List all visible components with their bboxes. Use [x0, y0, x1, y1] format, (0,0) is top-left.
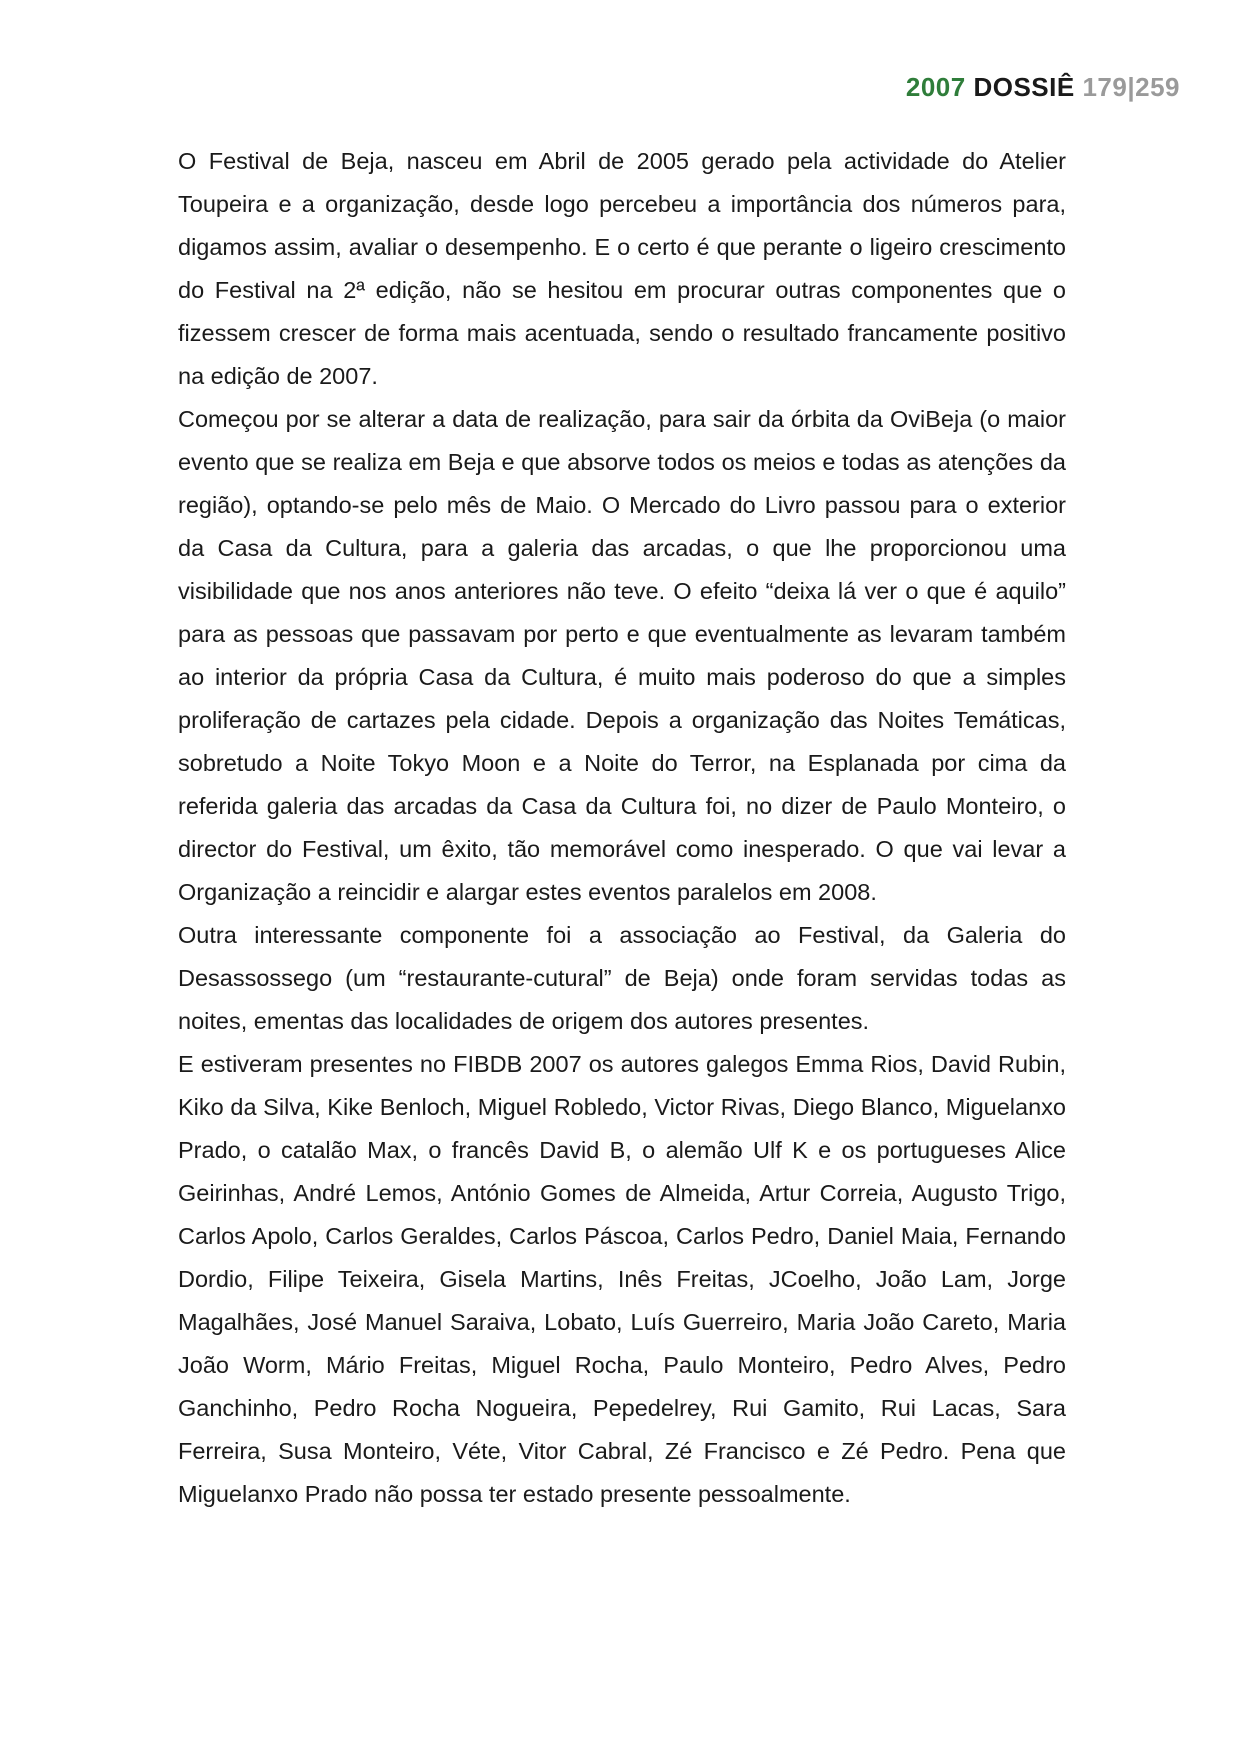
header-page-number: 179|259: [1082, 72, 1180, 102]
page-header: [906, 72, 1180, 103]
document-body: [178, 140, 1066, 1516]
header-year: 2007: [905, 72, 966, 102]
paragraph-4: E estiveram presentes no FIBDB 2007 os autores galegos Emma Rios, David Rubin, Kiko da Silva, Kike Benloch, Miguel Robledo, Victor Rivas, Diego Blanco, Miguelanxo Prado, o catalão Max, o francês David B, o alemão Ulf K e os portugueses Alice Geirinhas, André Lemos, António Gomes de Almeida, Artur Correia, Augusto Trigo, Carlos Apolo, Carlos Geraldes, Carlos Páscoa, Carlos Pedro, Daniel Maia, Fernando Dordio, Filipe Teixeira, Gisela Martins, Inês Freitas, JCoelho, João Lam, Jorge Magalhães, José Manuel Saraiva, Lobato, Luís Guerreiro, Maria João Careto, Maria João Worm, Mário Freitas, Miguel Rocha, Paulo Monteiro, Pedro Alves, Pedro Ganchinho, Pedro Rocha Nogueira, Pepedelrey, Rui Gamito, Rui Lacas, Sara Ferreira, Susa Monteiro, Véte, Vitor Cabral, Zé Francisco e Zé Pedro. Pena que Miguelanxo Prado não possa ter estado presente pessoalmente.: [178, 1051, 1066, 1507]
header-title: DOSSIÊ: [973, 72, 1075, 102]
paragraph-3: Outra interessante componente foi a associação ao Festival, da Galeria do Desassossego (um “restaurante-cutural” de Beja) onde foram servidas todas as noites, ementas das localidades de origem dos autores presentes.: [178, 922, 1066, 1034]
paragraph-1: O Festival de Beja, nasceu em Abril de 2005 gerado pela actividade do Atelier Toupeira e a organização, desde logo percebeu a importância dos números para, digamos assim, avaliar o desempenho. E o certo é que perante o ligeiro crescimento do Festival na 2ª edição, não se hesitou em procurar outras componentes que o fizessem crescer de forma mais acentuada, sendo o resultado francamente positivo na edição de 2007.: [178, 148, 1066, 389]
paragraph-2: Começou por se alterar a data de realização, para sair da órbita da OviBeja (o maior evento que se realiza em Beja e que absorve todos os meios e todas as atenções da região), optando-se pelo mês de Maio. O Mercado do Livro passou para o exterior da Casa da Cultura, para a galeria das arcadas, o que lhe proporcionou uma visibilidade que nos anos anteriores não teve. O efeito “deixa lá ver o que é aquilo” para as pessoas que passavam por perto e que eventualmente as levaram também ao interior da própria Casa da Cultura, é muito mais poderoso do que a simples proliferação de cartazes pela cidade. Depois a organização das Noites Temáticas, sobretudo a Noite Tokyo Moon e a Noite do Terror, na Esplanada por cima da referida galeria das arcadas da Casa da Cultura foi, no dizer de Paulo Monteiro, o director do Festival, um êxito, tão memorável como inesperado. O que vai levar a Organização a reincidir e alargar estes eventos paralelos em 2008.: [178, 406, 1066, 905]
